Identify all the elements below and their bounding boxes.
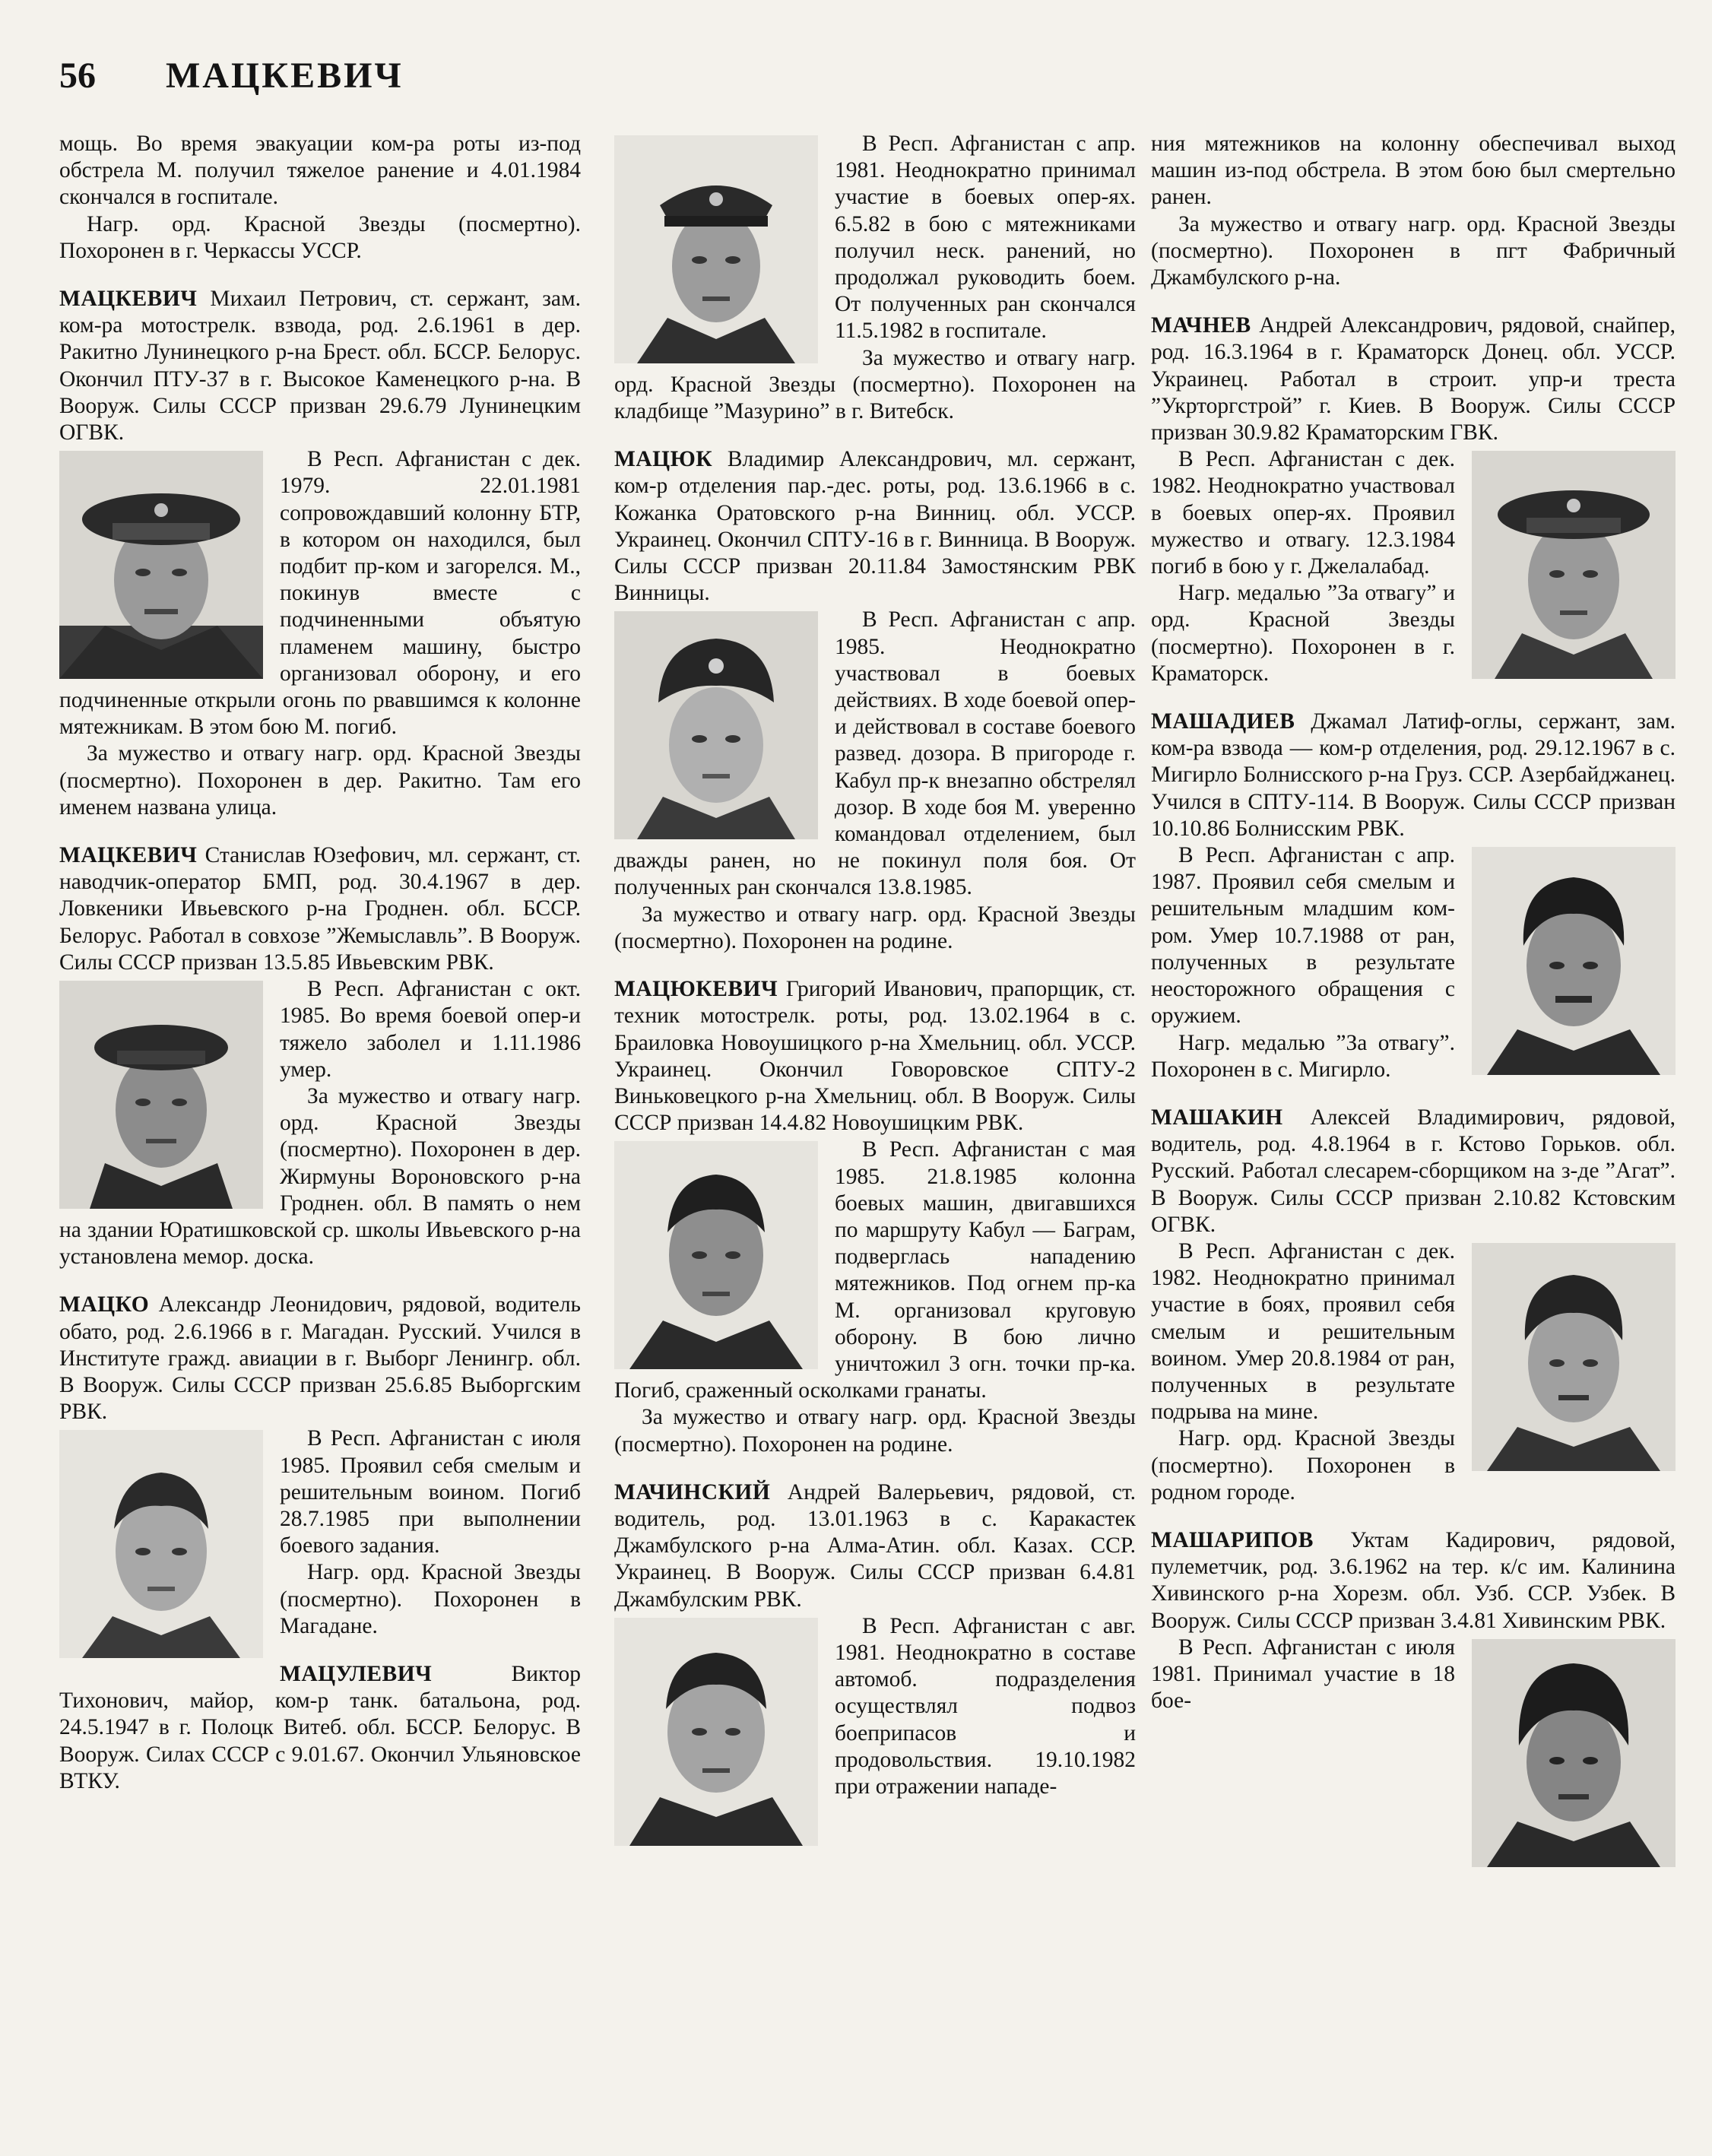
entry-matsulevich [59, 1661, 581, 1795]
entry-paragraph: Станислав Юзефович, мл. сержант, ст. наводчик-оператор БМП, род. 30.4.1967 в дер. Ловкеники Ивьевского р-на Гроднен. обл. БССР. Белорус. Работал в совхозе ”Жемыславль”. В Вооруж. Силы СССР призван 13.5.85 Ивьевским РВК. [59, 843, 581, 975]
entry-paragraph: За мужество и отвагу нагр. орд. Красной Звезды (посмертно). Похоронен на родине. [614, 1405, 1136, 1457]
entry-matsyuk [614, 446, 1136, 955]
entry-surname: МАЦУЛЕВИЧ [280, 1661, 433, 1686]
entry-matskevich-mikhail [59, 286, 581, 821]
entry-matsyukevich [614, 976, 1136, 1458]
entry-paragraph: Нагр. медалью ”За отвагу”. Похоронен в с. Мигирло. [1151, 1030, 1455, 1082]
portrait-photo [59, 981, 263, 1209]
entry-paragraph: В Респ. Афганистан с июля 1985. Проявил себя смелым и решительным воином. Погиб 28.7.1985 при выполнении боевого задания. [280, 1426, 581, 1558]
entry-paragraph: За мужество и отвагу нагр. орд. Красной Звезды (посмертно). Похоронен на родине. [614, 902, 1136, 953]
entry-paragraph: Григорий Иванович, прапорщик, ст. техник мотострелк. роты, род. 13.02.1964 в с. Браиловка Новоушицкого р-на Хмельниц. обл. УССР. Украинец. Окончил Говоровское СПТУ-2 Виньковецкого р-на Хмельниц. обл. В Вооруж. Силы СССР призван 14.4.82 Новоушицким РВК. [614, 977, 1136, 1136]
entry-machnev [1151, 312, 1676, 687]
portrait-photo [1472, 451, 1676, 679]
column-2 [614, 131, 1136, 1850]
entry-paragraph: Нагр. медалью ”За отвагу” и орд. Красной Звезды (посмертно). Похоронен в г. Краматорск. [1151, 581, 1455, 686]
entry-machinsky [614, 1479, 1136, 1800]
soldier-portrait-icon [1472, 1639, 1676, 1867]
soldier-portrait-icon [1472, 1243, 1676, 1471]
running-head: МАЦКЕВИЧ [166, 55, 404, 96]
entry-paragraph: В Респ. Афганистан с авг. 1981. Неоднократно в составе автомоб. подразделения осуществлял подвоз боеприпасов и продовольствия. 19.10.1982 при отражении нападе- [835, 1613, 1136, 1799]
entry-paragraph: В Респ. Афганистан с апр. 1987. Проявил себя смелым и решительным младшим ком-ром. Умер 10.7.1988 от ран, полученных в результате неосторожного обращения с оружием. [1151, 843, 1455, 1029]
entry-paragraph: мощь. Во время эвакуации ком-ра роты из-под обстрела М. получил тяжелое ранение и 4.01.1984 скончался в госпитале. [59, 132, 581, 210]
page-header [59, 55, 404, 116]
entry-paragraph: ния мятежников на колонну обеспечивал выход машин из-под обстрела. В этом бою был смертельно ранен. [1151, 132, 1676, 210]
entry-matskevich-stanislav [59, 842, 581, 1270]
portrait-photo [1472, 1243, 1676, 1471]
entry-surname: МАЦКЕВИЧ [59, 843, 198, 868]
soldier-portrait-icon [1472, 847, 1676, 1075]
entry-paragraph: Михаил Петрович, ст. сержант, зам. ком-ра мотострелк. взвода, род. 2.6.1961 в дер. Ракитно Лунинецкого р-на Брест. обл. БССР. Белорус. Окончил ПТУ-37 в г. Высокое Каменецкого р-на. В Вооруж. Силы СССР призван 29.6.79 Лунинецким ОГВК. [59, 287, 581, 445]
soldier-portrait-icon [614, 611, 818, 839]
entry-surname: МАШАДИЕВ [1151, 709, 1295, 734]
entry-paragraph: Андрей Александрович, рядовой, снайпер, род. 16.3.1964 в г. Краматорск Донец. обл. УССР. Украинец. Работал в строит. упр-и треста ”Укрторгстрой” г. Киев. В Вооруж. Силы СССР призван 30.9.82 Краматорским ГВК. [1151, 313, 1676, 445]
entry-paragraph: Нагр. орд. Красной Звезды (посмертно). Похоронен в Магадане. [280, 1560, 581, 1638]
entry-paragraph: За мужество и отвагу нагр. орд. Красной Звезды (посмертно). Похоронен на кладбище ”Мазурино” в г. Витебск. [614, 345, 1136, 424]
entry-masharipov [1151, 1527, 1676, 1714]
soldier-portrait-icon [614, 1141, 818, 1369]
soldier-portrait-icon [59, 451, 263, 679]
entry-mashakin [1151, 1105, 1676, 1506]
entry-continuation [59, 131, 581, 265]
entry-surname: МАЦКО [59, 1292, 150, 1317]
entry-continuation [1151, 131, 1676, 291]
entry-paragraph: Джамал Латиф-оглы, сержант, зам. ком-ра взвода — ком-р отделения, род. 29.12.1967 в с. Мигирло Болнисского р-на Груз. ССР. Азербайджанец. Учился в СПТУ-114. В Вооруж. Силы СССР призван 10.10.86 Болнисским РВК. [1151, 709, 1676, 841]
entry-paragraph: Уктам Кадирович, рядовой, пулеметчик, род. 3.6.1962 на тер. к/с им. Калинина Хивинского р-на Хорезм. обл. Узб. ССР. Узбек. В Вооруж. Силы СССР призван 3.4.81 Хивинским РВК. [1151, 1527, 1676, 1633]
soldier-portrait-icon [614, 135, 818, 363]
entry-paragraph: В Респ. Афганистан с мая 1985. 21.8.1985 колонна боевых машин, двигавшихся по маршруту Кабул — Баграм, подверглась нападению мятежников. Под огнем пр-ка М. организовал круговую оборону. В бою лично уничтожил 3 огн. точки пр-ка. Погиб, сраженный осколками гранаты. [614, 1137, 1136, 1403]
entry-paragraph: В Респ. Афганистан с дек. 1982. Неоднократно участвовал в боевых опер-ях. Проявил мужество и отвагу. 12.3.1984 погиб в бою у г. Джелалабад. [1151, 447, 1455, 579]
entry-surname: МАЧИНСКИЙ [614, 1479, 771, 1504]
entry-paragraph: В Респ. Афганистан с окт. 1985. Во время боевой опер-и тяжело заболел и 1.11.1986 умер. [280, 977, 581, 1082]
soldier-portrait-icon [59, 1430, 263, 1658]
column-3 [1151, 131, 1676, 1872]
entry-paragraph: Алексей Владимирович, рядовой, водитель, род. 4.8.1964 в г. Кстово Горьков. обл. Русский. Работал слесарем-сборщиком на з-де ”Агат”. В Вооруж. Силы СССР призван 2.10.82 Кстовским ОГВК. [1151, 1105, 1676, 1237]
entry-paragraph: В Респ. Афганистан с дек. 1982. Неоднократно принимал участие в боях, проявил себя смелым и решительным воином. Умер 20.8.1984 от ран, полученных в результате подрыва на мине. [1151, 1238, 1455, 1425]
entry-paragraph: За мужество и отвагу нагр. орд. Красной Звезды (посмертно). Похоронен в дер. Жирмуны Вороновского р-на Гроднен. обл. В память о нем на здании Юратишковской ср. школы Ивьевского р-на установлена мемор. доска. [59, 1083, 581, 1270]
column-1 [59, 131, 581, 1795]
entry-paragraph: В Респ. Афганистан с апр. 1985. Неоднократно участвовал в боевых действиях. В ходе боевой опер-и действовал в составе боевого развед. дозора. В пригороде г. Кабул пр-к внезапно обстрелял дозор. В ходе боя М. уверенно командовал отделением, был дважды ранен, но не покинул поля боя. От полученных ран скончался 13.8.1985. [614, 607, 1136, 900]
portrait-photo [59, 451, 263, 679]
entry-mashadiev [1151, 709, 1676, 1083]
entry-surname: МАЧНЕВ [1151, 313, 1251, 338]
portrait-photo [59, 1430, 263, 1658]
entry-paragraph: За мужество и отвагу нагр. орд. Красной Звезды (посмертно). Похоронен в пгт Фабричный Джамбулского р-на. [1151, 211, 1676, 290]
portrait-photo [614, 1141, 818, 1369]
entry-paragraph: Нагр. орд. Красной Звезды (посмертно). Похоронен в родном городе. [1151, 1426, 1455, 1504]
soldier-portrait-icon [1472, 451, 1676, 679]
portrait-photo [1472, 1639, 1676, 1867]
entry-surname: МАЦЮК [614, 447, 713, 472]
entry-paragraph: В Респ. Афганистан с июля 1981. Принимал участие в 18 бое- [1151, 1634, 1455, 1714]
entry-paragraph: Виктор Тихонович, майор, ком-р танк. батальона, род. 24.5.1947 в г. Полоцк Витеб. обл. БССР. Белорус. В Вооруж. Силах СССР с 9.01.67. Окончил Ульяновское ВТКУ. [59, 1661, 581, 1793]
entry-surname: МАШАРИПОВ [1151, 1527, 1314, 1552]
entry-paragraph: В Респ. Афганистан с дек. 1979. 22.01.1981 сопровождавший колонну БТР, в котором он находился, был подбит пр-ком и загорелся. М., покинув вместе с подчиненными объятую пламенем машину, быстро организовал оборону, и его подчиненные открыли огонь по рвавшимся к колонне мятежникам. В этом бою М. погиб. [59, 447, 581, 740]
soldier-portrait-icon [59, 981, 263, 1209]
entry-surname: МАЦЮКЕВИЧ [614, 977, 778, 1002]
portrait-photo [614, 135, 818, 363]
entry-paragraph: В Респ. Афганистан с апр. 1981. Неоднократно принимал участие в боевых опер-ях. 6.5.82 в бою с мятежниками получил неск. ранений, но продолжал руководить боем. От полученных ран скончался 11.5.1982 в госпитале. [835, 132, 1136, 344]
entry-paragraph: Андрей Валерьевич, рядовой, ст. водитель, род. 13.01.1963 в с. Каракастек Джамбулского р-на Алма-Атин. обл. Казах. ССР. Украинец. В Вооруж. Силы СССР призван 6.4.81 Джамбулским РВК. [614, 1479, 1136, 1612]
portrait-photo [614, 611, 818, 839]
portrait-photo [614, 1618, 818, 1846]
entry-paragraph: Нагр. орд. Красной Звезды (посмертно). Похоронен в г. Черкассы УССР. [59, 211, 581, 263]
entry-paragraph: Александр Леонидович, рядовой, водитель обато, род. 2.6.1966 в г. Магадан. Русский. Учился в Институте гражд. авиации в г. Выборг Ленингр. обл. В Вооруж. Силы СССР призван 25.6.85 Выборгским РВК. [59, 1292, 581, 1425]
entry-paragraph: Владимир Александрович, мл. сержант, ком-р отделения пар.-дес. роты, род. 13.6.1966 в с. Кожанка Оратовского р-на Винниц. обл. УССР. Украинец. Окончил СПТУ-16 в г. Винница. В Вооруж. Силы СССР призван 20.11.84 Замостянским РВК Винницы. [614, 447, 1136, 606]
entry-surname: МАШАКИН [1151, 1105, 1283, 1130]
portrait-photo [1472, 847, 1676, 1075]
entry-continuation [614, 131, 1136, 425]
entry-paragraph: За мужество и отвагу нагр. орд. Красной Звезды (посмертно). Похоронен в дер. Ракитно. Там его именем названа улица. [59, 741, 581, 820]
entry-matsko [59, 1292, 581, 1640]
page-number: 56 [59, 55, 96, 96]
entry-surname: МАЦКЕВИЧ [59, 287, 198, 312]
soldier-portrait-icon [614, 1618, 818, 1846]
